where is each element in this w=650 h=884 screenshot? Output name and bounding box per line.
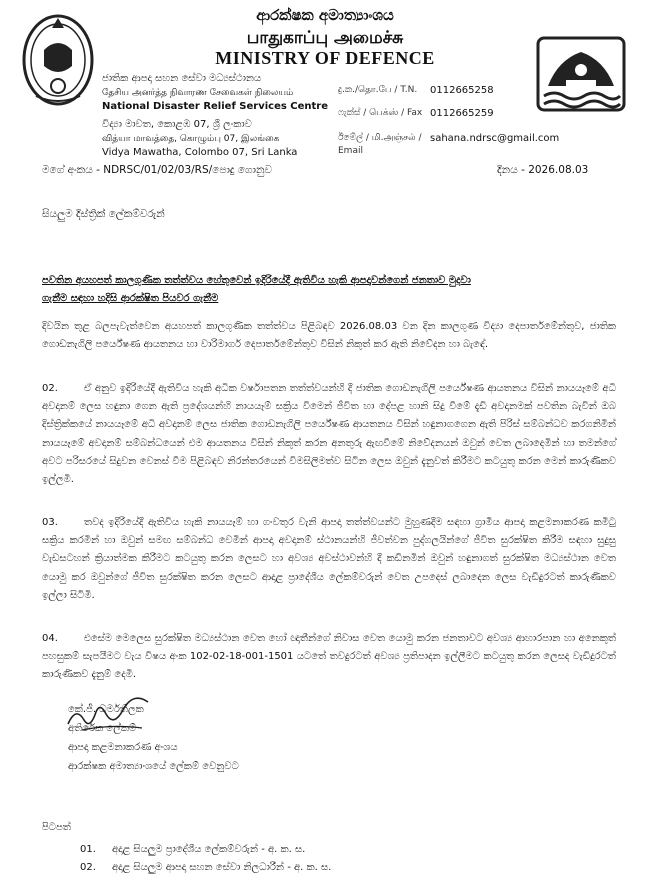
address-sinhala: විද්‍යා මාවත, කොළඹ 07, ශ්‍රී ලංකාව: [102, 119, 252, 130]
email-label: ඊමේල් / மி.அஞ்சல் / Email: [338, 133, 422, 156]
fax-value: 0112665259: [430, 108, 494, 119]
paragraph-4: [42, 630, 616, 685]
fax-label: ෆැක්ස් / பெக்ஸ் / Fax: [338, 108, 423, 118]
salutation: සියලුම දිස්ත්‍රික් ලේකම්වරුන්: [42, 208, 165, 220]
copy-item-text: අදාළ සියලුම ප්‍රාදේශීය ලේකම්වරුන් - අ. ක. ස.: [112, 844, 306, 855]
copy-item-number: 01.: [80, 844, 96, 855]
paragraph-4-text: එසේම මෙලෙස සුරක්ෂිත මධ්‍යස්ථාන වෙත හෝ ඥාතීන්ගේ නිවාස වෙත යොමු කරන ජනතාවට අවශ්‍ය ආහාරපාන හා අනෙකුත් පහසුකම් සැපයීමට වැය විෂය අංක 102-02-18-001-1501 යටතේ තවදුරටත් අවශ්‍ය ප්‍රතිපාදන ඉල්ලීමට කටයුතු කරන ලෙසද වැඩිදුරටත් කාරුණිකව දැනුම් දෙමි.: [42, 633, 616, 681]
email-value: sahana.ndrsc@gmail.com: [430, 133, 560, 144]
copy-item: [80, 844, 305, 855]
ministry-name-english: MINISTRY OF DEFENCE: [215, 48, 435, 68]
signatory-name: කේ.ජී. ධර්මතිලක: [68, 704, 144, 715]
org-name-english: National Disaster Relief Services Centre: [102, 101, 329, 112]
address-tamil: வித்யா மாவத்தை, கொழும்பு 07, இலங்கை: [102, 134, 280, 144]
paragraph-2-number: 02.: [42, 383, 58, 394]
subject-line-1: පවතින අයහපත් කාලගුණික තත්ත්වය හේතුවෙන් ඉදිරියේදී ඇතිවිය හැකි ආපදාවන්ගෙන් ජනතාව මුදවා: [42, 275, 471, 286]
copy-item-number: 02.: [80, 862, 96, 873]
contact-block: [338, 84, 559, 158]
paragraph-3: [42, 514, 616, 605]
copy-item: [80, 862, 331, 873]
paragraph-3-number: 03.: [42, 517, 58, 528]
signatory-division: ආපදා කළමනාකරණ අංශය: [68, 742, 178, 753]
signatory-title: අතිරේක ලේකම්: [68, 723, 137, 734]
paragraph-2-text: ඒ අනුව ඉදිරියේදී ඇතිවිය හැකි අධික වර්ෂාපතන තත්ත්වයන්හි දී ජාතික ගොඩනැගිලි පර්යේෂණ ආයතනය විසින් නායයෑමේ අධි අවදානම් ලෙස හඳුනා ගෙන ඇති ප්‍රදේශයන්හි නායයෑම් සක්‍රිය වීමෙන් ජීවිත හා දේපළ හානි සිදු වීමේ දැඩි අවදානමක් පවතින බැවින් ඔබ දිස්ත්‍රික්කයේ නායයෑමේ අධි අවදානම් ලෙස ජාතික ගොඩනැගිලි පර්යේෂණ ආයතනය විසින් හඳුනාගගෙන ඇති පිරිස් සම්බන්ධව කරගනිමින් නායයෑමේ අවදානම් සම්බන්ධයෙන් එම ආයතනය විසින් නිකුත් කරන අනතුරු ඇඟවීමේ නිවේදනයන් ඔවුන් වෙත ලබාදෙමින් හා තමන්ගේ අවට පරිසරයේ සිදුවන වෙනස් වීම පිළිබඳව නිරන්තරයෙන් විමසිලිමත්ව සිටින ලෙස ඔවුන් දැනුවත් කිරීමට කටයුතු කරන මෙන් කාරුණිකව ඉල්ලමි.: [42, 383, 616, 486]
paragraph-2: [42, 380, 616, 489]
org-name-sinhala: ජාතික ආපදා සහන සේවා මධ්‍යස්ථානය: [102, 73, 262, 84]
subject-line-2: ගැනීම සඳහා හදිසි ආරක්ෂිත පියවර ගැනීම: [42, 293, 219, 304]
paragraph-3-text: තවද ඉදිරියේදී ඇතිවිය හැකි නායයෑම් හා ගංවතුර වැනි ආපදා තත්ත්වයන්ට මුහුණදීම සඳහා ග්‍රාමීය ආපදා කළමනාකරණ කමිටු සක්‍රිය කරමින් හා ඔවුන් සමඟ සම්බන්ධ වෙමින් ආපදා අවදානම් ස්ථානයන්හි ජීවත්වන පුද්ගලයින්ගේ ජීවිත සුරක්ෂිත කිරීම සඳහා සුදුසු වැඩසටහන් ක්‍රියාත්මක කිරීමට කටයුතු කරන ලෙසට හා අවශ්‍ය අවස්ථාවන්හි දී කඩිනමින් ඔවුන් හඳුනාගත් සුරක්ෂිත මධ්‍යස්ථාන වෙත යොමු කර ඔවුන්ගේ ජීවිත සුරක්ෂිත කරන ලෙසට ආදාළ ප්‍රාදේශීය ලේකම්වරුන් වෙත උපදෙස් ලබාදෙන ලෙස වැඩිදුරටත් කාරුණිකව ඉල්ලා සිටිමි.: [42, 517, 616, 601]
letter-subject: [42, 272, 616, 308]
org-name-tamil: தேசிய அனர்த்த நிவாரண சேவைகள் நிலையம்: [102, 88, 294, 98]
paragraph-1: දිවයින තුළ බලපැවැත්වෙන අයහපත් කාලගුණික තත්ත්වය පිළිබඳව 2026.08.03 වන දින කාලගුණ විද්‍යා දෙපාර්තමේන්තුව, ජාතික ගොඩනැගිලි පර්යේෂණ ආයතනය හා වාරිමාර්ග දෙපාර්තමේන්තුව විසින් නිකුත් කර ඇති නිවේදන හා බැඳේ.: [42, 321, 616, 351]
copies-heading: පිටපත්: [42, 822, 71, 833]
signatory-on-behalf: ආරක්ෂක අමාත්‍යාංශයේ ලේකම් වෙනුවට: [68, 761, 239, 772]
ministry-name-sinhala: ආරක්ෂක අමාත්‍යාංශය: [256, 6, 394, 24]
paragraph-4-number: 04.: [42, 633, 58, 644]
tel-value: 0112665258: [430, 85, 494, 96]
letter-date: දිනය - 2026.08.03: [497, 164, 589, 176]
tel-label: දු.ක./தொ.பே / T.N.: [338, 85, 418, 95]
ministry-name-tamil: பாதுகாப்பு அமைச்சு: [246, 28, 404, 48]
address-english: Vidya Mawatha, Colombo 07, Sri Lanka: [102, 147, 298, 158]
reference-number: මගේ අංකය - NDRSC/01/02/03/RS/පොදු ගොනුව: [42, 164, 273, 176]
copy-item-text: අදාළ සියලුම ආපදා සහන සේවා නිලධාරීන් - අ. ක. ස.: [112, 862, 332, 873]
